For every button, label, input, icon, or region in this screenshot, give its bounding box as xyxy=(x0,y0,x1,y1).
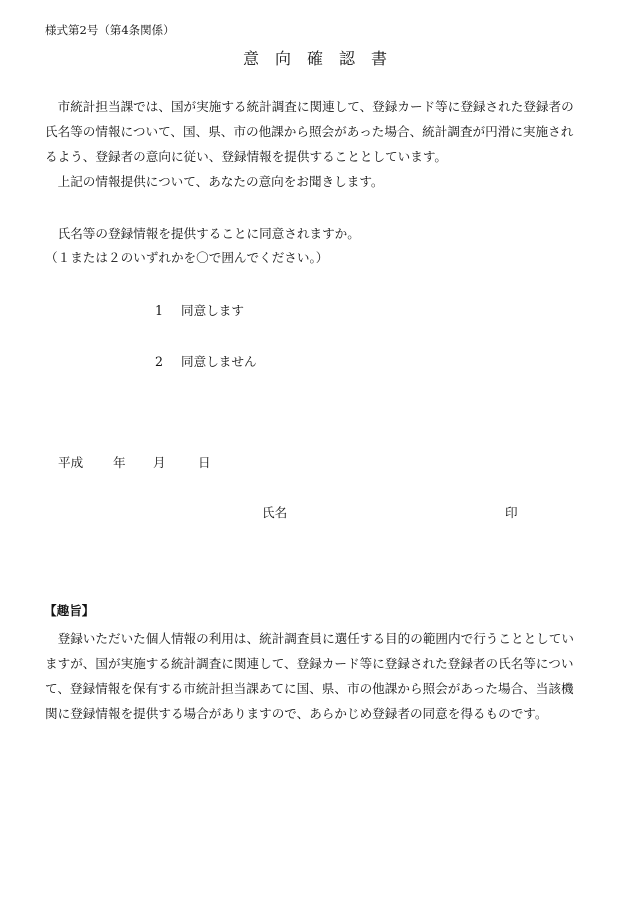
purpose-heading: 【趣旨】 xyxy=(44,603,95,618)
option-disagree-number: 2 xyxy=(155,354,164,369)
purpose-body: 登録いただいた個人情報の利用は、統計調査員に選任する目的の範囲内で行うこととしていますが、国が実施する統計調査に関連して、登録カード等に登録された登録者の氏名等について、登録情報を保有する市統計担当課あてに国、県、市の他課から照会があった場合、当該機関に登録情報を提供する場合がありますので、あらかじめ登録者の同意を得るものです。 xyxy=(45,631,574,721)
intro-paragraph: 市統計担当課では、国が実施する統計調査に関連して、登録カード等に登録された登録者の氏名等の情報について、国、県、市の他課から照会があった場合、統計調査が円滑に実施されるよう、登録者の意向に従い、登録情報を提供することとしています。 xyxy=(45,99,574,164)
consent-instruction: （１または２のいずれかを〇で囲んでください。） xyxy=(45,250,329,265)
option-disagree[interactable] xyxy=(155,351,257,370)
date-era: 平成 xyxy=(58,455,84,470)
option-disagree-label: 同意しません xyxy=(181,354,257,369)
option-agree[interactable] xyxy=(155,300,244,319)
option-agree-number: 1 xyxy=(155,303,164,318)
consent-question: 氏名等の登録情報を提供することに同意されますか。 xyxy=(57,226,360,241)
date-field[interactable] xyxy=(58,452,211,471)
intro-paragraph-2: 上記の情報提供について、あなたの意向をお聞きします。 xyxy=(57,174,384,189)
date-year-unit: 年 xyxy=(113,455,126,470)
name-field-label: 氏名 xyxy=(262,505,288,520)
date-month-unit: 月 xyxy=(153,455,166,470)
option-agree-label: 同意します xyxy=(181,303,244,318)
seal-label: 印 xyxy=(505,505,518,520)
document-title: 意 向 確 認 書 xyxy=(242,49,387,68)
date-day-unit: 日 xyxy=(198,455,211,470)
form-number-label: 様式第2号（第4条関係） xyxy=(45,23,175,37)
